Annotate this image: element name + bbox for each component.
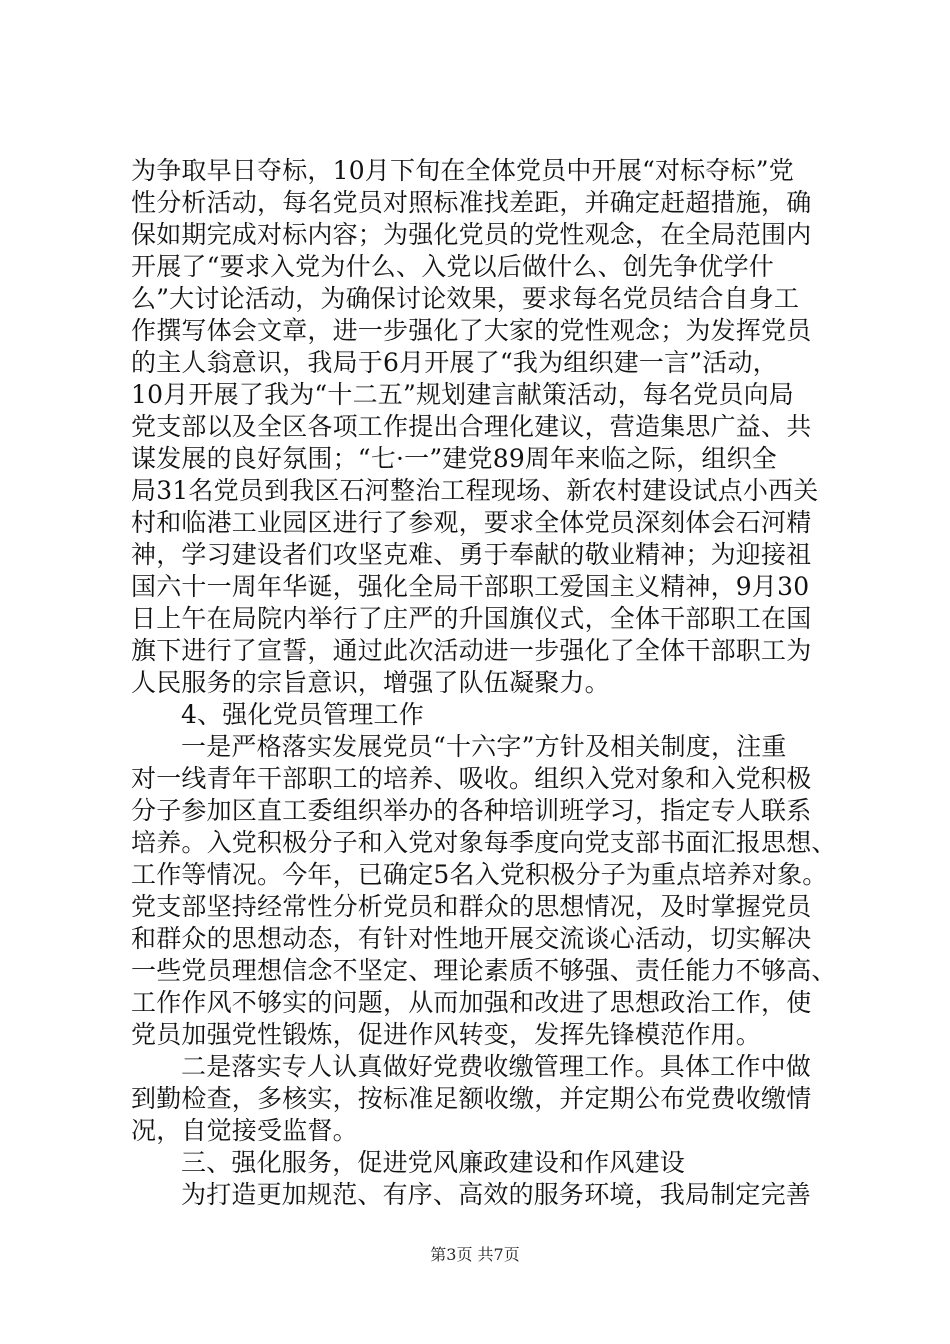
text-line: 党员加强党性锻炼，促进作风转变，发挥先锋模范作用。 (131, 1020, 762, 1049)
text-line: 到勤检查，多核实，按标准足额收缴，并定期公布党费收缴情 (131, 1084, 812, 1113)
text-line: 一是严格落实发展党员“十六字”方针及相关制度，注重 (181, 732, 787, 761)
text-line: 的主人翁意识，我局于6月开展了“我为组织建一言”活动， (131, 348, 778, 377)
text-line: 为争取早日夺标，10月下旬在全体党员中开展“对标夺标”党 (131, 156, 794, 185)
text-line: 神，学习建设者们攻坚克难、勇于奉献的敬业精神；为迎接祖 (131, 540, 812, 569)
page-footer: 第3页 共7页 (430, 1245, 520, 1264)
text-line: 一些党员理想信念不坚定、理论素质不够强、责任能力不够高、 (131, 956, 837, 985)
text-line: 二是落实专人认真做好党费收缴管理工作。具体工作中做 (181, 1052, 812, 1081)
text-line: 局31名党员到我区石河整治工程现场、新农村建设试点小西关 (131, 476, 819, 505)
text-line: 作撰写体会文章，进一步强化了大家的党性观念；为发挥党员 (131, 316, 812, 345)
text-line: 三、强化服务，促进党风廉政建设和作风建设 (181, 1148, 686, 1177)
text-line: 国六十一周年华诞，强化全局干部职工爱国主义精神，9月30 (131, 572, 810, 601)
text-line: 开展了“要求入党为什么、入党以后做什么、创先争优学什 (131, 252, 774, 281)
text-line: 工作等情况。今年，已确定5名入党积极分子为重点培养对象。 (131, 860, 828, 889)
text-line: 为打造更加规范、有序、高效的服务环境，我局制定完善 (181, 1180, 812, 1209)
text-line: 谋发展的良好氛围；“七·一”建党89周年来临之际，组织全 (131, 444, 777, 473)
text-line: 和群众的思想动态，有针对性地开展交流谈心活动，切实解决 (131, 924, 812, 953)
document-body (131, 155, 837, 1211)
text-line: 工作作风不够实的问题，从而加强和改进了思想政治工作，使 (131, 988, 812, 1017)
text-line: 培养。入党积极分子和入党对象每季度向党支部书面汇报思想、 (131, 828, 837, 857)
text-line: 4、强化党员管理工作 (181, 700, 424, 729)
text-line: 10月开展了我为“十二五”规划建言献策活动，每名党员向局 (131, 380, 794, 409)
text-line: 况，自觉接受监督。 (131, 1116, 358, 1145)
text-line: 人民服务的宗旨意识，增强了队伍凝聚力。 (131, 668, 610, 697)
text-line: 么”大讨论活动，为确保讨论效果，要求每名党员结合自身工 (131, 284, 800, 313)
text-line: 党支部以及全区各项工作提出合理化建议，营造集思广益、共 (131, 412, 812, 441)
text-line: 分子参加区直工委组织举办的各种培训班学习，指定专人联系 (131, 796, 812, 825)
text-line: 保如期完成对标内容；为强化党员的党性观念，在全局范围内 (131, 220, 812, 249)
text-line: 村和临港工业园区进行了参观，要求全体党员深刻体会石河精 (131, 508, 812, 537)
text-line: 日上午在局院内举行了庄严的升国旗仪式，全体干部职工在国 (131, 604, 812, 633)
text-line: 旗下进行了宣誓，通过此次活动进一步强化了全体干部职工为 (131, 636, 812, 665)
text-line: 对一线青年干部职工的培养、吸收。组织入党对象和入党积极 (131, 764, 812, 793)
text-line: 党支部坚持经常性分析党员和群众的思想情况，及时掌握党员 (131, 892, 812, 921)
text-line: 性分析活动，每名党员对照标准找差距，并确定赶超措施，确 (131, 188, 812, 217)
